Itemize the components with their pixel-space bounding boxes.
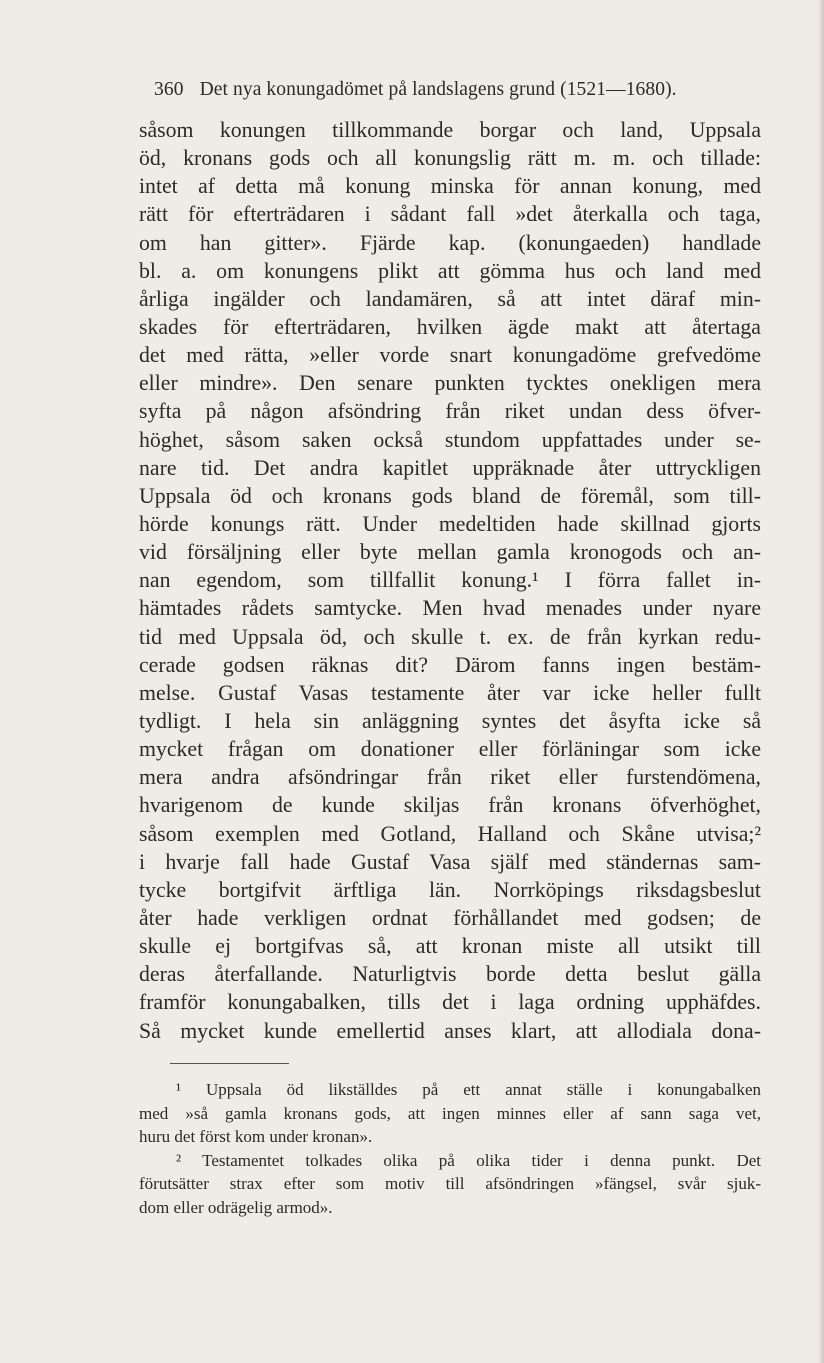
footnote-line: ¹ Uppsala öd likställdes på ett annat ställe i konungabalken: [176, 1080, 761, 1099]
text-line: deras återfallande. Naturligtvis borde detta beslut gälla: [139, 962, 761, 987]
footnote-2: [139, 1149, 761, 1220]
text-line: höghet, såsom saken också stundom uppfattades under se-: [139, 427, 761, 452]
footnote-line: med »så gamla kronans gods, att ingen minnes eller af sann saga vet,: [139, 1103, 761, 1123]
footnote-line: ² Testamentet tolkades olika på olika tider i denna punkt. Det: [176, 1150, 761, 1170]
text-line: bl. a. om konungens plikt att gömma hus och land med: [139, 258, 761, 283]
text-line: hämtades rådets samtycke. Men hvad menades under nyare: [139, 596, 761, 621]
text-line: årliga ingälder och landamären, så att intet däraf min-: [139, 286, 761, 311]
text-line: det med rätta, »eller vorde snart konungadöme grefvedöme: [139, 343, 761, 368]
text-line: syfta på någon afsöndring från riket undan dess öfver-: [139, 399, 761, 424]
text-line: åter hade verkligen ordnat förhållandet med godsen; de: [139, 905, 761, 930]
footnote-line: dom eller odrägelig armod».: [139, 1197, 333, 1217]
text-line: såsom exemplen med Gotland, Halland och Skåne utvisa;²: [139, 821, 761, 846]
text-line: Uppsala öd och kronans gods bland de föremål, som till-: [139, 483, 761, 508]
text-line: nan egendom, som tillfallit konung.¹ I förra fallet in-: [139, 568, 761, 593]
text-line: hvarigenom de kunde skiljas från kronans öfverhöghet,: [139, 793, 761, 818]
footnote-line: huru det först kom under kronan».: [139, 1127, 373, 1147]
text-line: framför konungabalken, tills det i laga ordning upphäfdes.: [139, 990, 761, 1015]
page-edge-shadow: [818, 0, 824, 1363]
text-line: i hvarje fall hade Gustaf Vasa själf med ständernas sam-: [139, 849, 761, 874]
text-line: mera andra afsöndringar från riket eller furstendömena,: [139, 765, 761, 790]
text-line: mycket frågan om donationer eller förläningar som icke: [139, 737, 761, 762]
text-line: cerade godsen räknas dit? Därom fanns ingen bestäm-: [139, 652, 761, 677]
text-line: öd, kronans gods och all konungslig rätt m. m. och tillade:: [139, 146, 761, 171]
running-header: [154, 79, 774, 101]
text-line: skades för efterträdaren, hvilken ägde makt att återtaga: [139, 314, 761, 339]
text-line: hörde konungs rätt. Under medeltiden hade skillnad gjorts: [139, 511, 761, 536]
text-line: tycke bortgifvit ärftliga län. Norrköpings riksdagsbeslut: [139, 877, 761, 902]
text-line: melse. Gustaf Vasas testamente åter var icke heller fullt: [139, 680, 761, 705]
footnote-divider: [170, 1063, 289, 1064]
text-line: om han gitter». Fjärde kap. (konungaeden) handlade: [139, 230, 761, 255]
text-line: intet af detta må konung minska för annan konung, med: [139, 174, 761, 199]
text-line: eller mindre». Den senare punkten tycktes onekligen mera: [139, 371, 761, 396]
text-line: vid försäljning eller byte mellan gamla kronogods och an-: [139, 540, 761, 565]
text-line: nare tid. Det andra kapitlet uppräknade åter uttryckligen: [139, 455, 761, 480]
main-text: [139, 116, 761, 1045]
text-line: Så mycket kunde emellertid anses klart, att allodiala dona-: [139, 1018, 761, 1043]
footnote-line: förutsätter strax efter som motiv till afsöndringen »fängsel, svår sjuk-: [139, 1174, 761, 1194]
text-line: såsom konungen tillkommande borgar och land, Uppsala: [139, 118, 761, 142]
text-line: rätt för efterträdaren i sådant fall »det återkalla och taga,: [139, 202, 761, 227]
text-line: skulle ej bortgifvas så, att kronan miste all utsikt till: [139, 934, 761, 959]
running-title: Det nya konungadömet på landslagens grund (1521—1680).: [199, 79, 677, 100]
footnote-1: [139, 1078, 761, 1149]
footnotes: [139, 1078, 761, 1220]
text-line: tydligt. I hela sin anläggning syntes det åsyfta icke så: [139, 708, 761, 733]
page-number: 360: [154, 79, 184, 100]
text-line: tid med Uppsala öd, och skulle t. ex. de från kyrkan redu-: [139, 624, 761, 649]
